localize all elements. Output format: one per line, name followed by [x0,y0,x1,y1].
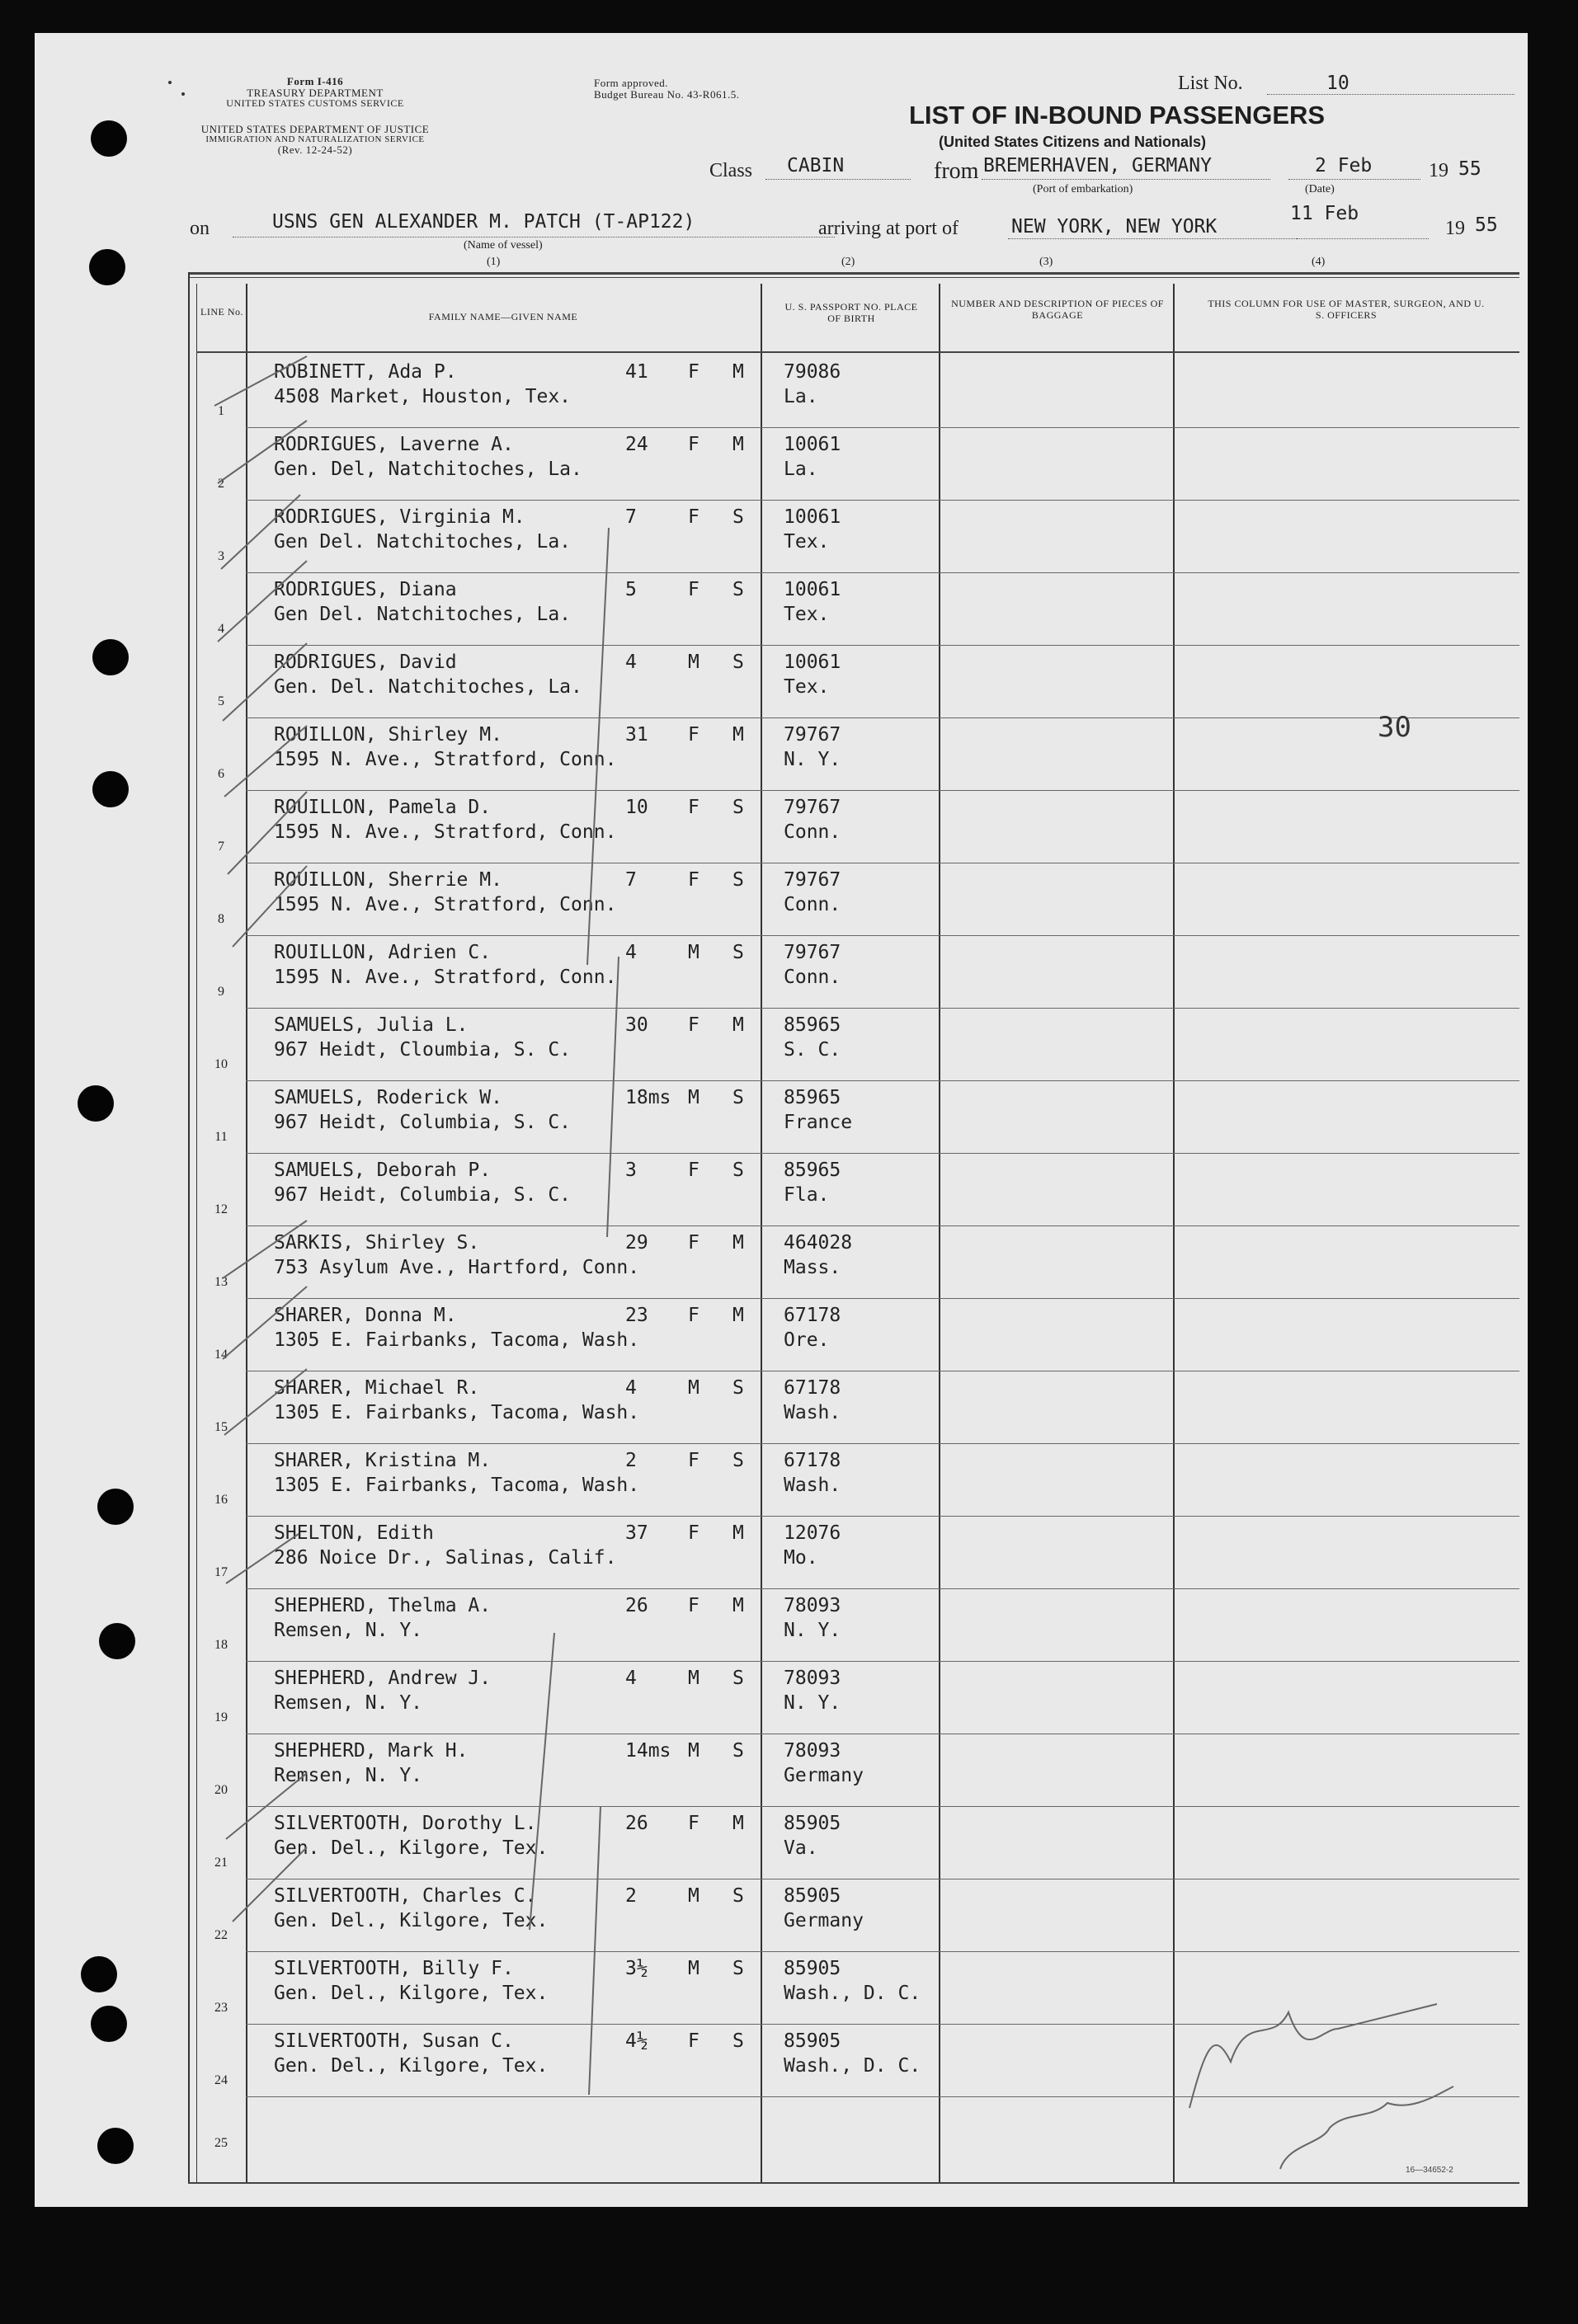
passport-number: 85965 [784,1160,841,1181]
passenger-sex: M [688,652,700,673]
passenger-age: 30 [625,1014,648,1036]
place-of-birth: Wash., D. C. [784,1983,921,2004]
passenger-sex: F [688,1595,700,1616]
passenger-age: 10 [625,797,648,818]
passenger-address: Remsen, N. Y. [274,1620,423,1641]
line-number: 6 [218,767,224,781]
line-number: 3 [218,549,224,563]
passenger-sex: M [688,1668,700,1689]
vessel-caption: (Name of vessel) [464,239,543,252]
passenger-name: RODRIGUES, Virginia M. [274,506,525,528]
passenger-address: Gen. Del., Kilgore, Tex. [274,1837,549,1859]
passenger-address: Remsen, N. Y. [274,1765,423,1786]
passenger-address: Remsen, N. Y. [274,1692,423,1714]
passenger-name: SILVERTOOTH, Charles C. [274,1885,537,1907]
marital-status: S [732,2030,744,2052]
line-number: 7 [218,840,224,854]
passport-number: 79767 [784,724,841,746]
passenger-sex: F [688,1160,700,1181]
passenger-age: 4 [625,942,637,963]
justice-label: UNITED STATES DEPARTMENT OF JUSTICE [200,123,430,135]
place-of-birth: Fla. [784,1184,830,1206]
line-number: 14 [214,1348,228,1362]
marital-status: S [732,1087,744,1108]
passenger-age: 23 [625,1305,648,1326]
passport-number: 12076 [784,1522,841,1544]
port-of-embarkation: BREMERHAVEN, GERMANY [983,155,1212,176]
passenger-name: SILVERTOOTH, Dorothy L. [274,1813,537,1834]
passenger-address: 967 Heidt, Columbia, S. C. [274,1112,572,1133]
place-of-birth: N. Y. [784,749,841,770]
passenger-sex: F [688,506,700,528]
passport-number: 85905 [784,1958,841,1979]
pencil-check-marks [35,33,1528,2207]
marital-status: S [732,579,744,600]
passenger-age: 2 [625,1450,637,1471]
passenger-address: 1595 N. Ave., Stratford, Conn. [274,967,617,988]
passenger-name: SILVERTOOTH, Billy F. [274,1958,514,1979]
passenger-name: RODRIGUES, Laverne A. [274,434,514,455]
passenger-sex: M [688,1740,700,1762]
passenger-age: 18ms [625,1087,671,1108]
officer-annotation: 30 [1378,711,1411,744]
year-prefix-1: 19 [1429,160,1448,181]
line-number: 18 [214,1638,228,1652]
passenger-sex: F [688,724,700,746]
from-label: from [934,158,979,184]
line-number: 20 [214,1783,228,1797]
passenger-age: 5 [625,579,637,600]
marital-status: M [732,1595,744,1616]
passenger-name: ROUILLON, Adrien C. [274,942,492,963]
line-number: 2 [218,477,224,491]
passenger-name: ROUILLON, Sherrie M. [274,869,502,891]
passenger-age: 41 [625,361,648,383]
passport-number: 78093 [784,1668,841,1689]
line-number: 1 [218,404,224,418]
line-number: 24 [214,2073,228,2087]
list-no-label: List No. [1178,73,1243,94]
ins-label: IMMIGRATION AND NATURALIZATION SERVICE [205,134,425,144]
passenger-address: 967 Heidt, Columbia, S. C. [274,1184,572,1206]
line-number: 16 [214,1493,228,1507]
col-number-1: (1) [487,256,501,268]
line-number: 9 [218,985,224,999]
customs-label: UNITED STATES CUSTOMS SERVICE [226,97,404,110]
passenger-name: ROUILLON, Shirley M. [274,724,502,746]
place-of-birth: Mass. [784,1257,841,1278]
place-of-birth: Conn. [784,821,841,843]
marital-status: S [732,1450,744,1471]
passenger-address: 1305 E. Fairbanks, Tacoma, Wash. [274,1475,640,1496]
passport-number: 10061 [784,652,841,673]
passport-number: 10061 [784,434,841,455]
passport-number: 79767 [784,869,841,891]
passport-number: 464028 [784,1232,853,1254]
passenger-address: 753 Asylum Ave., Hartford, Conn. [274,1257,640,1278]
place-of-birth: Germany [784,1910,864,1931]
passenger-sex: F [688,1522,700,1544]
line-number: 4 [218,622,224,636]
passenger-age: 7 [625,869,637,891]
marital-status: S [732,1740,744,1762]
passenger-age: 24 [625,434,648,455]
class-label: Class [709,160,753,181]
passenger-age: 4½ [625,2030,648,2052]
passenger-sex: M [688,1885,700,1907]
document-sheet [35,33,1528,2207]
place-of-birth: Ore. [784,1329,830,1351]
passport-number: 85965 [784,1087,841,1108]
passport-number: 85905 [784,2030,841,2052]
marital-status: S [732,1377,744,1399]
place-of-birth: Tex. [784,604,830,625]
marital-status: S [732,869,744,891]
passenger-address: Gen. Del., Kilgore, Tex. [274,1983,549,2004]
passenger-name: SILVERTOOTH, Susan C. [274,2030,514,2052]
passenger-sex: F [688,797,700,818]
place-of-birth: La. [784,386,818,407]
place-of-birth: Conn. [784,894,841,915]
marital-status: S [732,506,744,528]
line-number: 19 [214,1710,228,1724]
passenger-age: 4 [625,1377,637,1399]
place-of-birth: S. C. [784,1039,841,1061]
budget-bureau: Budget Bureau No. 43-R061.5. [594,87,740,101]
marital-status: M [732,361,744,383]
line-number: 15 [214,1420,228,1434]
passport-number: 85965 [784,1014,841,1036]
passenger-address: 4508 Market, Houston, Tex. [274,386,572,407]
passenger-sex: F [688,869,700,891]
passenger-address: Gen Del. Natchitoches, La. [274,604,572,625]
place-of-birth: N. Y. [784,1620,841,1641]
passenger-age: 4 [625,652,637,673]
passenger-sex: M [688,942,700,963]
place-of-birth: France [784,1112,853,1133]
passenger-age: 31 [625,724,648,746]
col-number-4: (4) [1312,256,1326,268]
passenger-age: 2 [625,1885,637,1907]
passenger-age: 26 [625,1595,648,1616]
place-of-birth: Va. [784,1837,818,1859]
passenger-age: 26 [625,1813,648,1834]
passenger-address: Gen Del. Natchitoches, La. [274,531,572,553]
place-of-birth: Germany [784,1765,864,1786]
arriving-label: arriving at port of [818,218,959,239]
passenger-name: SHEPHERD, Andrew J. [274,1668,492,1689]
passenger-name: SAMUELS, Deborah P. [274,1160,492,1181]
place-of-birth: Mo. [784,1547,818,1569]
place-of-birth: Wash., D. C. [784,2055,921,2077]
place-of-birth: Wash. [784,1402,841,1423]
passenger-address: Gen. Del, Natchitoches, La. [274,459,582,480]
passenger-sex: M [688,1958,700,1979]
marital-status: S [732,1885,744,1907]
passport-number: 79086 [784,361,841,383]
passenger-age: 37 [625,1522,648,1544]
passenger-name: SHARER, Donna M. [274,1305,457,1326]
passport-number: 10061 [784,506,841,528]
passport-number: 67178 [784,1305,841,1326]
passenger-name: RODRIGUES, David [274,652,457,673]
passenger-address: 1595 N. Ave., Stratford, Conn. [274,821,617,843]
passenger-address: Gen. Del., Kilgore, Tex. [274,1910,549,1931]
passenger-sex: F [688,1232,700,1254]
passenger-name: SHEPHERD, Mark H. [274,1740,469,1762]
passenger-name: SHARER, Michael R. [274,1377,480,1399]
passenger-sex: F [688,2030,700,2052]
passport-number: 85905 [784,1885,841,1907]
passenger-address: 1595 N. Ave., Stratford, Conn. [274,749,617,770]
passenger-name: SAMUELS, Roderick W. [274,1087,502,1108]
marital-status: M [732,1014,744,1036]
passport-number: 79767 [784,942,841,963]
passenger-address: 967 Heidt, Cloumbia, S. C. [274,1039,572,1061]
marital-status: S [732,797,744,818]
line-number: 5 [218,694,224,708]
col-number-2: (2) [841,256,855,268]
col-header-officers: THIS COLUMN FOR USE OF MASTER, SURGEON, AND U. S. OFFICERS [1208,298,1485,321]
date-caption: (Date) [1305,183,1335,195]
passenger-address: Gen. Del. Natchitoches, La. [274,676,582,698]
on-label: on [190,218,210,239]
line-number: 12 [214,1202,228,1216]
passenger-sex: F [688,361,700,383]
vessel-name: USNS GEN ALEXANDER M. PATCH (T-AP122) [272,211,695,233]
form-approved: Form approved. [594,77,669,89]
marital-status: S [732,1958,744,1979]
passenger-sex: F [688,1014,700,1036]
marital-status: S [732,1160,744,1181]
year-1: 55 [1458,158,1481,180]
line-number: 8 [218,912,224,926]
marital-status: S [732,1668,744,1689]
marital-status: M [732,1522,744,1544]
col-number-3: (3) [1039,256,1053,268]
passenger-name: SHEPHERD, Thelma A. [274,1595,492,1616]
passenger-name: ROUILLON, Pamela D. [274,797,492,818]
line-number: 25 [214,2136,228,2150]
page-subtitle: (United States Citizens and Nationals) [939,134,1207,150]
line-number: 21 [214,1856,228,1870]
revision-label: (Rev. 12-24-52) [277,143,353,157]
passenger-name: SHELTON, Edith [274,1522,434,1544]
year-prefix-2: 19 [1445,218,1465,239]
passenger-name: RODRIGUES, Diana [274,579,457,600]
departure-date: 2 Feb [1315,155,1373,176]
passenger-address: 1305 E. Fairbanks, Tacoma, Wash. [274,1329,640,1351]
class-value: CABIN [787,155,845,176]
passenger-sex: M [688,1377,700,1399]
passenger-name: SAMUELS, Julia L. [274,1014,469,1036]
form-footer-code: 16—34652-2 [1406,2166,1453,2175]
passenger-age: 4 [625,1668,637,1689]
passport-number: 85905 [784,1813,841,1834]
list-no-value: 10 [1326,73,1350,94]
passport-number: 67178 [784,1377,841,1399]
passenger-age: 14ms [625,1740,671,1762]
passenger-age: 7 [625,506,637,528]
place-of-birth: Tex. [784,531,830,553]
passenger-address: 1305 E. Fairbanks, Tacoma, Wash. [274,1402,640,1423]
line-number: 17 [214,1565,228,1579]
passenger-name: ROBINETT, Ada P. [274,361,457,383]
passenger-sex: F [688,1450,700,1471]
passenger-sex: F [688,579,700,600]
arrival-date: 11 Feb [1290,203,1359,224]
marital-status: M [732,1305,744,1326]
place-of-birth: Wash. [784,1475,841,1496]
passenger-age: 3 [625,1160,637,1181]
passport-number: 67178 [784,1450,841,1471]
passenger-name: SHARER, Kristina M. [274,1450,492,1471]
treasury-label: TREASURY DEPARTMENT [247,86,384,99]
col-header-line-no: LINE No. [200,306,243,318]
line-number: 23 [214,2001,228,2015]
passenger-sex: M [688,1087,700,1108]
line-number: 13 [214,1275,228,1289]
col-header-family-name: FAMILY NAME—GIVEN NAME [428,311,578,322]
embark-caption: (Port of embarkation) [1033,183,1133,195]
col-header-baggage: NUMBER AND DESCRIPTION OF PIECES OF BAGGAGE [951,298,1164,321]
year-2: 55 [1475,214,1498,236]
passport-number: 78093 [784,1595,841,1616]
passport-number: 79767 [784,797,841,818]
col-header-passport: U. S. PASSPORT NO. PLACE OF BIRTH [784,301,918,324]
marital-status: M [732,1232,744,1254]
passenger-age: 3½ [625,1958,648,1979]
marital-status: S [732,652,744,673]
line-number: 11 [214,1130,228,1144]
passenger-sex: F [688,1305,700,1326]
passenger-sex: F [688,1813,700,1834]
page-title: LIST OF IN-BOUND PASSENGERS [909,101,1326,129]
passport-number: 10061 [784,579,841,600]
passport-number: 78093 [784,1740,841,1762]
place-of-birth: N. Y. [784,1692,841,1714]
passenger-sex: F [688,434,700,455]
place-of-birth: La. [784,459,818,480]
passenger-name: SARKIS, Shirley S. [274,1232,480,1254]
passenger-address: 1595 N. Ave., Stratford, Conn. [274,894,617,915]
line-number: 22 [214,1928,228,1942]
passenger-address: 286 Noice Dr., Salinas, Calif. [274,1547,617,1569]
line-number: 10 [214,1057,228,1071]
arrival-port: NEW YORK, NEW YORK [1011,216,1218,238]
form-number: Form I-416 [286,75,344,87]
marital-status: M [732,1813,744,1834]
passenger-age: 29 [625,1232,648,1254]
marital-status: S [732,942,744,963]
place-of-birth: Tex. [784,676,830,698]
marital-status: M [732,434,744,455]
marital-status: M [732,724,744,746]
place-of-birth: Conn. [784,967,841,988]
passenger-address: Gen. Del., Kilgore, Tex. [274,2055,549,2077]
